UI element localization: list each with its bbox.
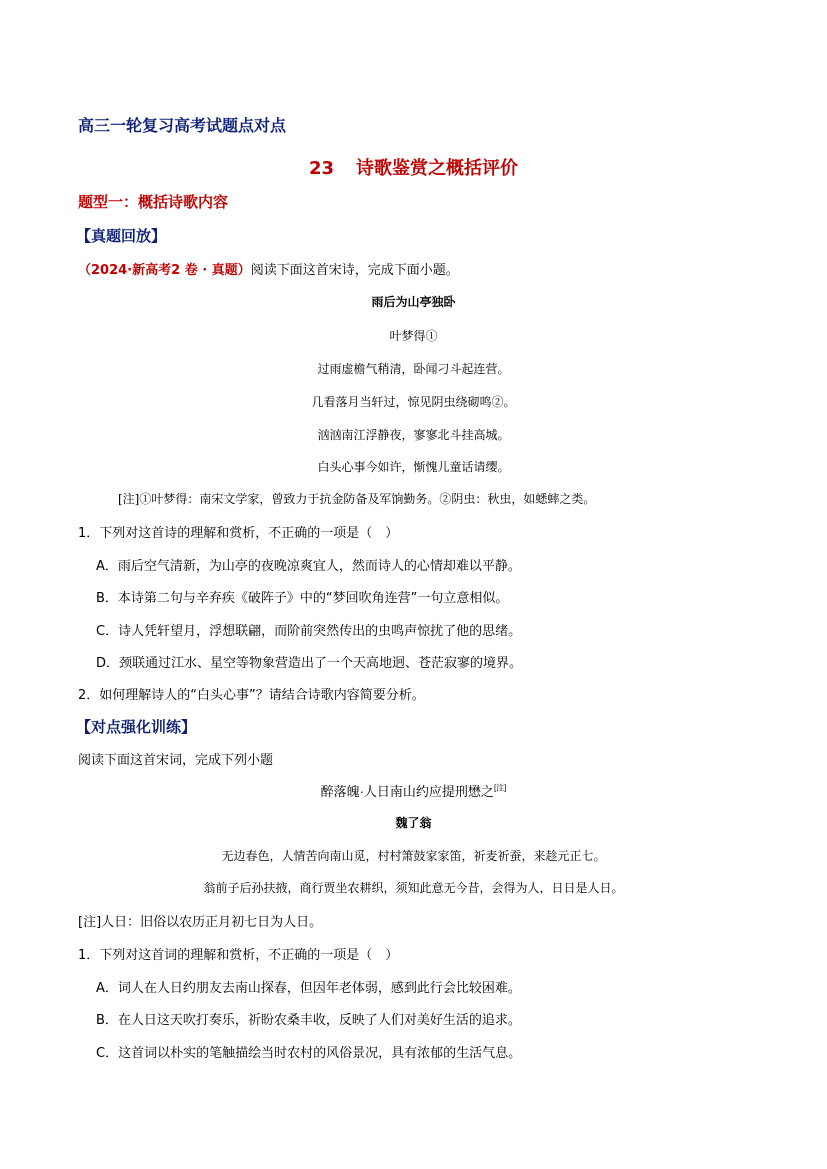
practice-option-c: C．这首词以朴实的笔触描绘当时农村的风俗景况，具有浓郁的生活气息。: [96, 1046, 522, 1061]
exam-source: （2024·新高考2 卷 · 真题）: [78, 263, 251, 278]
real-exam-heading: 【真题回放】: [76, 227, 167, 245]
option-c: C．诗人凭轩望月，浮想联翩，而阶前突然传出的虫鸣声惊扰了他的思绪。: [96, 624, 522, 639]
ci-line: 翁前子后孙扶掖，商行贾坐农耕织，须知此意无今昔，会得为人，日日是人日。: [203, 881, 624, 895]
ci-note: [注]人日：旧俗以农历正月初七日为人日。: [78, 915, 323, 930]
ci-author: 魏了翁: [395, 816, 432, 830]
ci-title-text: 醉落魄·人日南山约应提刑懋之: [320, 784, 494, 799]
practice-option-b: B．在人日这天吹打奏乐，祈盼农桑丰收，反映了人们对美好生活的追求。: [96, 1013, 521, 1028]
option-d: D．颈联通过江水、星空等物象营造出了一个天高地迥、苍茫寂寥的境界。: [96, 656, 523, 671]
question-type-heading: 题型一：概括诗歌内容: [78, 193, 229, 211]
practice-heading: 【对点强化训练】: [76, 718, 197, 736]
poem-title: 雨后为山亭独卧: [371, 295, 456, 309]
poem-note: [注]①叶梦得：南宋文学家，曾致力于抗金防备及军饷勤务。②阴虫：秋虫，如蟋蟀之类。: [118, 492, 596, 506]
question-stem: 1．下列对这首诗的理解和赏析，不正确的一项是（ ）: [78, 526, 399, 541]
poem-line: 过雨虚檐气稍清，卧闻刁斗起连营。: [317, 362, 510, 376]
option-b: B．本诗第二句与辛弃疾《破阵子》中的“梦回吹角连营”一句立意相似。: [96, 591, 509, 606]
practice-option-a: A．词人在人日约朋友去南山探春，但因年老体弱，感到此行会比较困难。: [96, 981, 521, 996]
chapter-title-text: 诗歌鉴赏之概括评价: [356, 158, 519, 179]
series-title: 高三一轮复习高考试题点对点: [78, 116, 287, 135]
question-2: 2．如何理解诗人的“白头心事”？请结合诗歌内容简要分析。: [78, 688, 425, 703]
practice-intro: 阅读下面这首宋词，完成下列小题: [78, 753, 274, 768]
poem-author: 叶梦得①: [389, 329, 438, 343]
chapter-number: 23: [308, 158, 335, 179]
chapter-title: [0, 154, 827, 180]
intro-text: 阅读下面这首宋诗，完成下面小题。: [250, 263, 459, 278]
poem-line: 几看落月当轩过，惊见阴虫绕砌鸣②。: [311, 395, 516, 409]
option-a: A．雨后空气清新，为山亭的夜晚凉爽宜人，然而诗人的心情却难以平静。: [96, 559, 521, 574]
ci-line: 无边春色，人情苦向南山觅，村村箫鼓家家笛，祈麦祈蚕，来趁元正七。: [221, 849, 606, 863]
real-exam-intro: [78, 259, 459, 278]
poem-line: 汹汹南江浮静夜，寥寥北斗挂高城。: [317, 428, 510, 442]
poem-line: 白头心事今如许，惭愧儿童话请缨。: [317, 460, 510, 474]
ci-title-note-mark: [注]: [493, 783, 507, 793]
practice-question-stem: 1．下列对这首词的理解和赏析，不正确的一项是（ ）: [78, 948, 399, 963]
ci-title: [0, 781, 827, 800]
